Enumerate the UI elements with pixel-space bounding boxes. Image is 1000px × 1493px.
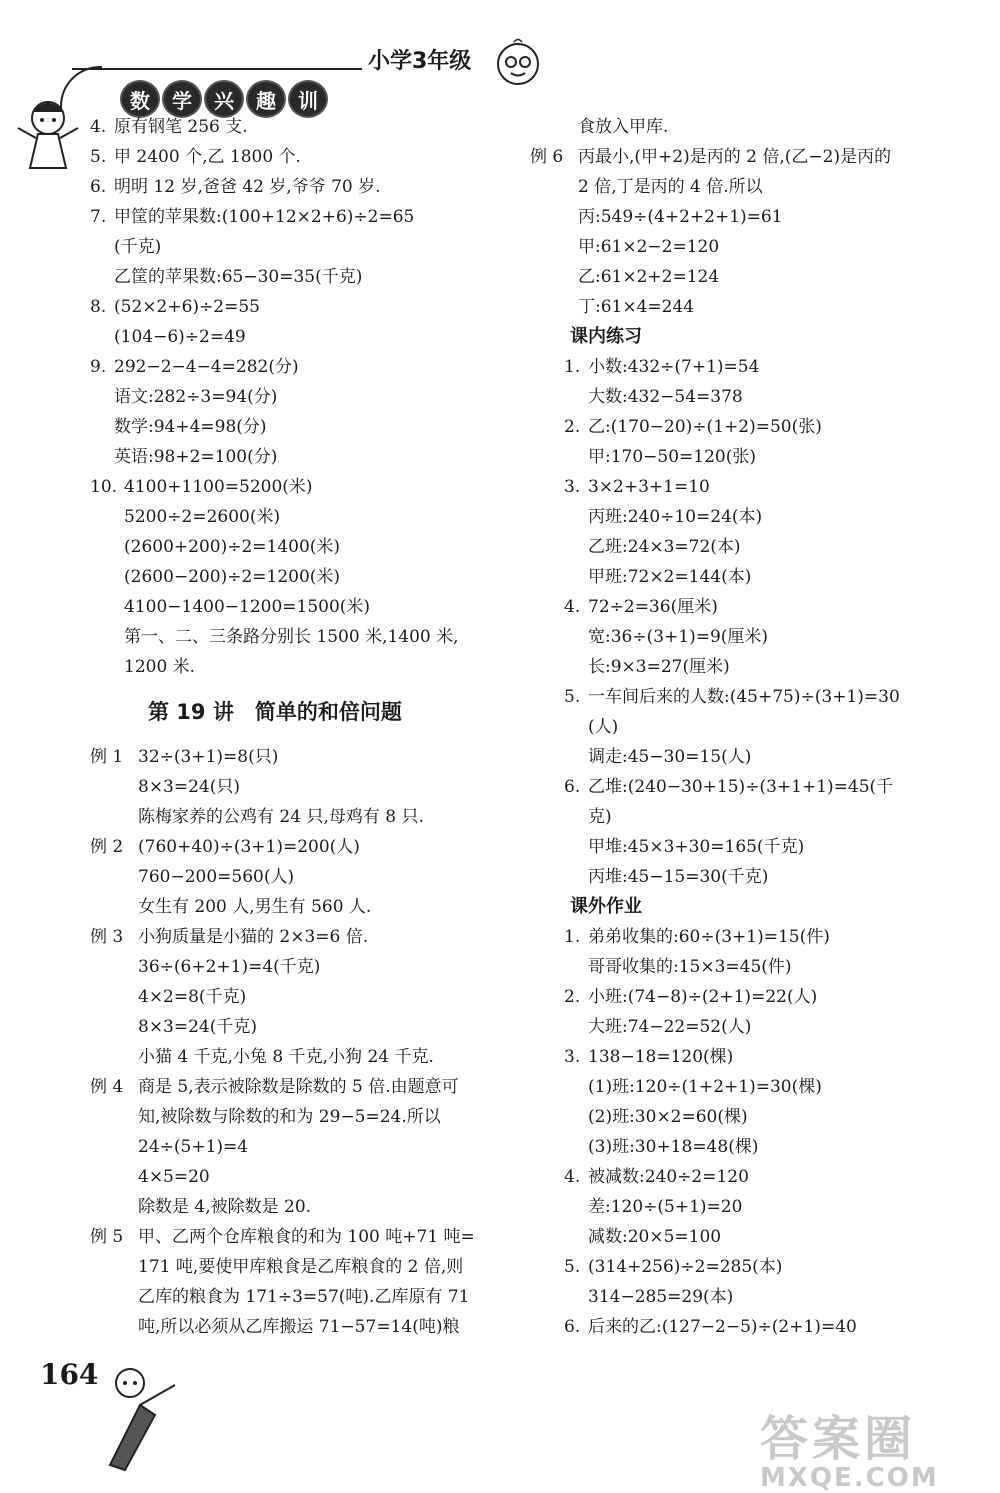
exercise-line: 2. 小班:(74−8)÷(2+1)=22(人) bbox=[564, 987, 818, 1007]
answer-line: 10. 4100+1100=5200(米) bbox=[90, 477, 313, 497]
example-line: 4×5=20 bbox=[138, 1167, 210, 1187]
answer-line: (千克) bbox=[114, 237, 162, 257]
grade-label: 小学3年级 bbox=[368, 49, 472, 74]
example-line: 食放入甲库. bbox=[578, 117, 669, 137]
example-line: 760−200=560(人) bbox=[138, 867, 295, 887]
header-rule bbox=[72, 68, 362, 70]
cartoon-face-icon bbox=[492, 36, 544, 88]
watermark-text: 答案圈 bbox=[760, 1411, 917, 1467]
exercise-line: 1. 弟弟收集的:60÷(3+1)=15(件) bbox=[564, 927, 830, 947]
exercise-line: 5. 一车间后来的人数:(45+75)÷(3+1)=30 bbox=[564, 687, 900, 707]
example-line: 171 吨,要使甲库粮食是乙库粮食的 2 倍,则 bbox=[138, 1257, 464, 1277]
exercise-line: 大数:432−54=378 bbox=[588, 387, 743, 407]
example-line: 吨,所以必须从乙库搬运 71−57=14(吨)粮 bbox=[138, 1317, 460, 1337]
answer-line: 8. (52×2+6)÷2=55 bbox=[90, 297, 260, 317]
exercise-line: (2)班:30×2=60(棵) bbox=[588, 1107, 748, 1127]
answer-line: (2600−200)÷2=1200(米) bbox=[124, 567, 341, 587]
exercise-line: 1. 小数:432÷(7+1)=54 bbox=[564, 357, 760, 377]
exercise-line: (1)班:120÷(1+2+1)=30(棵) bbox=[588, 1077, 822, 1097]
answer-line: 4. 原有钢笔 256 支. bbox=[90, 117, 248, 137]
answer-line: (104−6)÷2=49 bbox=[114, 327, 246, 347]
girl-illustration-icon bbox=[8, 88, 88, 188]
example-line: 8×3=24(只) bbox=[138, 777, 241, 797]
answer-line: 4100−1400−1200=1500(米) bbox=[124, 597, 371, 617]
example-line: 除数是 4,被除数是 20. bbox=[138, 1197, 312, 1217]
answer-line: 6. 明明 12 岁,爸爸 42 岁,爷爷 70 岁. bbox=[90, 177, 381, 197]
exercise-line: 调走:45−30=15(人) bbox=[588, 747, 752, 767]
answer-line: 语文:282÷3=94(分) bbox=[114, 387, 278, 407]
exercise-line: 减数:20×5=100 bbox=[588, 1227, 722, 1247]
example-line: 丙:549÷(4+2+2+1)=61 bbox=[578, 207, 783, 227]
watermark-url: MXQE.COM bbox=[760, 1463, 939, 1493]
example-line: 陈梅家养的公鸡有 24 只,母鸡有 8 只. bbox=[138, 807, 424, 827]
exercise-line: 差:120÷(5+1)=20 bbox=[588, 1197, 743, 1217]
section-heading-homework: 课外作业 bbox=[570, 896, 642, 917]
example-line: 例 1 32÷(3+1)=8(只) bbox=[90, 747, 279, 767]
section-heading-in-class: 课内练习 bbox=[570, 326, 642, 347]
exercise-line: 甲班:72×2=144(本) bbox=[588, 567, 752, 587]
answer-line: 数学:94+4=98(分) bbox=[114, 417, 267, 437]
answer-line: 1200 米. bbox=[124, 657, 196, 677]
exercise-line: 长:9×3=27(厘米) bbox=[588, 657, 730, 677]
example-line: 4×2=8(千克) bbox=[138, 987, 247, 1007]
lecture-title: 第 19 讲 简单的和倍问题 bbox=[148, 700, 402, 724]
exercise-line: 314−285=29(本) bbox=[588, 1287, 734, 1307]
title-char: 训 bbox=[288, 80, 328, 118]
exercise-line: 4. 被减数:240÷2=120 bbox=[564, 1167, 749, 1187]
title-char: 趣 bbox=[246, 80, 286, 118]
exercise-line: 6. 乙堆:(240−30+15)÷(3+1+1)=45(千 bbox=[564, 777, 894, 797]
example-line: 例 4 商是 5,表示被除数是除数的 5 倍.由题意可 bbox=[90, 1077, 459, 1097]
example-line: 24÷(5+1)=4 bbox=[138, 1137, 249, 1157]
answer-line: 5. 甲 2400 个,乙 1800 个. bbox=[90, 147, 301, 167]
answer-line: 英语:98+2=100(分) bbox=[114, 447, 278, 467]
exercise-line: 宽:36÷(3+1)=9(厘米) bbox=[588, 627, 769, 647]
example-line: 丁:61×4=244 bbox=[578, 297, 695, 317]
title-char: 学 bbox=[162, 80, 202, 118]
exercise-line: 丙班:240÷10=24(本) bbox=[588, 507, 763, 527]
title-char: 数 bbox=[120, 80, 160, 118]
exercise-line: 甲堆:45×3+30=165(千克) bbox=[588, 837, 805, 857]
kid-illustration-icon bbox=[80, 1355, 190, 1475]
exercise-line: 丙堆:45−15=30(千克) bbox=[588, 867, 769, 887]
exercise-line: 哥哥收集的:15×3=45(件) bbox=[588, 957, 792, 977]
exercise-line: 3. 138−18=120(棵) bbox=[564, 1047, 734, 1067]
exercise-line: 3. 3×2+3+1=10 bbox=[564, 477, 710, 497]
example-line: 8×3=24(千克) bbox=[138, 1017, 258, 1037]
example-line: 乙:61×2+2=124 bbox=[578, 267, 720, 287]
example-line: 36÷(6+2+1)=4(千克) bbox=[138, 957, 321, 977]
title-char: 兴 bbox=[204, 80, 244, 118]
left-column bbox=[90, 112, 520, 1342]
example-line: 例 3 小狗质量是小猫的 2×3=6 倍. bbox=[90, 927, 369, 947]
answer-line: 第一、二、三条路分别长 1500 米,1400 米, bbox=[124, 627, 459, 647]
right-column bbox=[530, 112, 970, 1342]
watermark bbox=[760, 1400, 939, 1493]
example-line: 2 倍,丁是丙的 4 倍.所以 bbox=[578, 177, 763, 197]
answer-line: 5200÷2=2600(米) bbox=[124, 507, 281, 527]
example-line: 甲:61×2−2=120 bbox=[578, 237, 720, 257]
example-line: 女生有 200 人,男生有 560 人. bbox=[138, 897, 372, 917]
example-line: 例 6 丙最小,(甲+2)是丙的 2 倍,(乙−2)是丙的 bbox=[530, 147, 892, 167]
example-line: 乙库的粮食为 171÷3=57(吨).乙库原有 71 bbox=[138, 1287, 470, 1307]
answer-line: (2600+200)÷2=1400(米) bbox=[124, 537, 341, 557]
page-number: 164 bbox=[40, 1358, 99, 1391]
exercise-line: (3)班:30+18=48(棵) bbox=[588, 1137, 759, 1157]
exercise-line: 6. 后来的乙:(127−2−5)÷(2+1)=40 bbox=[564, 1317, 857, 1337]
example-line: 例 2 (760+40)÷(3+1)=200(人) bbox=[90, 837, 360, 857]
exercise-line: (人) bbox=[588, 717, 619, 737]
exercise-line: 甲:170−50=120(张) bbox=[588, 447, 757, 467]
exercise-line: 5. (314+256)÷2=285(本) bbox=[564, 1257, 783, 1277]
answer-line: 7. 甲筐的苹果数:(100+12×2+6)÷2=65 bbox=[90, 207, 415, 227]
exercise-line: 克) bbox=[588, 807, 612, 827]
exercise-line: 4. 72÷2=36(厘米) bbox=[564, 597, 718, 617]
example-line: 小猫 4 千克,小兔 8 千克,小狗 24 千克. bbox=[138, 1047, 434, 1067]
answer-line: 9. 292−2−4−4=282(分) bbox=[90, 357, 299, 377]
example-line: 例 5 甲、乙两个仓库粮食的和为 100 吨+71 吨= bbox=[90, 1227, 475, 1247]
example-line: 知,被除数与除数的和为 29−5=24.所以 bbox=[138, 1107, 441, 1127]
exercise-line: 2. 乙:(170−20)÷(1+2)=50(张) bbox=[564, 417, 822, 437]
exercise-line: 大班:74−22=52(人) bbox=[588, 1017, 752, 1037]
answer-line: 乙筐的苹果数:65−30=35(千克) bbox=[114, 267, 363, 287]
exercise-line: 乙班:24×3=72(本) bbox=[588, 537, 741, 557]
